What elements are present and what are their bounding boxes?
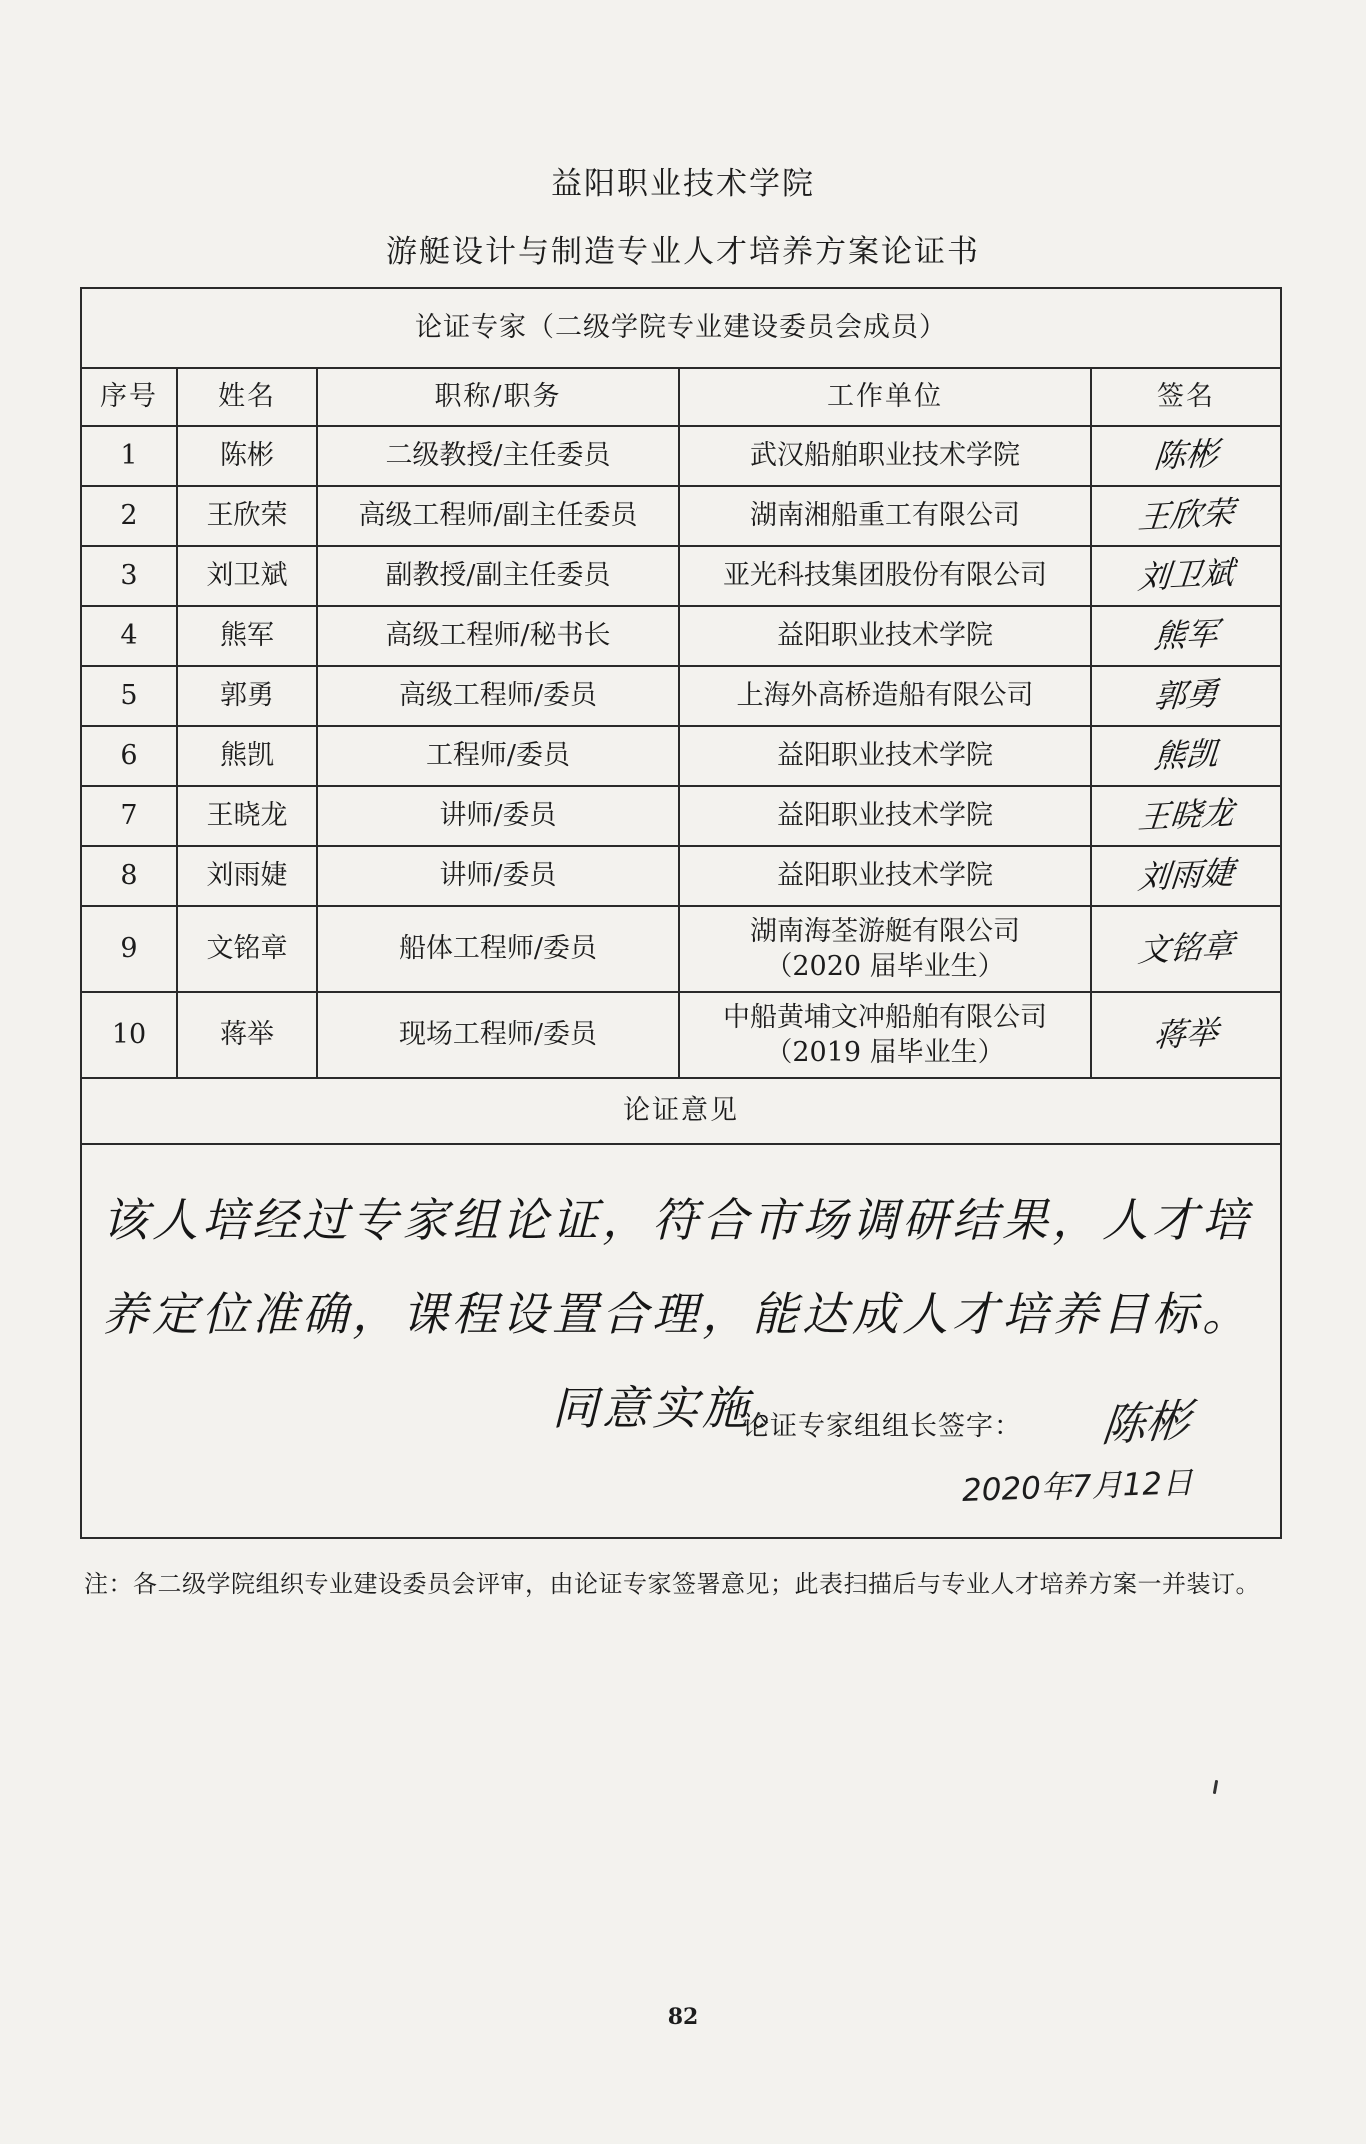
row-number: 2 <box>81 486 177 546</box>
experts-section-header <box>81 288 1281 368</box>
handwritten-opinion: 该人培经过专家组论证，符合市场调研结果，人才培养定位准确，课程设置合理，能达成人才培养目标。同意实施。 <box>102 1193 1252 1435</box>
row-name: 刘卫斌 <box>177 546 317 606</box>
opinion-cell <box>81 1144 1281 1538</box>
row-name: 刘雨婕 <box>177 846 317 906</box>
row-unit <box>679 606 1091 666</box>
column-header-row <box>81 368 1281 426</box>
row-name: 王晓龙 <box>177 786 317 846</box>
unit-line: 亚光科技集团股份有限公司 <box>723 560 1047 592</box>
table-row <box>81 726 1281 786</box>
handwritten-signature: 熊凯 <box>1152 734 1220 776</box>
unit-graduate-note: （2020 届毕业生） <box>765 951 1005 982</box>
table-row <box>81 786 1281 846</box>
table-row <box>81 992 1281 1078</box>
row-number: 7 <box>81 786 177 846</box>
unit-line: 益阳职业技术学院 <box>777 800 993 832</box>
column-header-title: 职称/职务 <box>317 368 679 426</box>
row-unit <box>679 906 1091 992</box>
row-number: 3 <box>81 546 177 606</box>
row-signature <box>1091 906 1281 992</box>
handwritten-date: 2020年7月12日 <box>961 1464 1194 1510</box>
unit-line: 益阳职业技术学院 <box>777 740 993 772</box>
table-row <box>81 486 1281 546</box>
row-signature <box>1091 666 1281 726</box>
row-name: 熊军 <box>177 606 317 666</box>
row-title: 高级工程师/副主任委员 <box>317 486 679 546</box>
row-number: 6 <box>81 726 177 786</box>
row-title: 工程师/委员 <box>317 726 679 786</box>
column-header-signature: 签名 <box>1091 368 1281 426</box>
row-unit <box>679 426 1091 486</box>
row-name: 文铭章 <box>177 906 317 992</box>
row-unit <box>679 726 1091 786</box>
page-number: 82 <box>667 2004 699 2030</box>
row-name: 王欣荣 <box>177 486 317 546</box>
handwritten-signature: 王晓龙 <box>1136 793 1236 837</box>
row-title: 高级工程师/委员 <box>317 666 679 726</box>
row-title: 船体工程师/委员 <box>317 906 679 992</box>
footnote: 注：各二级学院组织专业建设委员会评审，由论证专家签署意见；此表扫描后与专业人才培养方案一并装订。 <box>84 1570 1260 1598</box>
table-row <box>81 426 1281 486</box>
opinion-section-title: 论证意见 <box>81 1078 1281 1144</box>
unit-line: 湖南海荃游艇有限公司 <box>750 915 1020 947</box>
column-header-name: 姓名 <box>177 368 317 426</box>
table-row <box>81 546 1281 606</box>
row-number: 9 <box>81 906 177 992</box>
opinion-section-body <box>81 1144 1281 1538</box>
leader-signature-label: 论证专家组组长签字： <box>742 1411 1022 1442</box>
handwritten-signature: 熊军 <box>1152 614 1220 656</box>
row-unit <box>679 992 1091 1078</box>
row-signature <box>1091 786 1281 846</box>
row-title: 二级教授/主任委员 <box>317 426 679 486</box>
handwritten-signature: 蒋举 <box>1152 1013 1220 1055</box>
handwritten-signature: 刘卫斌 <box>1136 553 1236 597</box>
column-header-unit: 工作单位 <box>679 368 1091 426</box>
handwritten-signature: 陈彬 <box>1152 434 1220 476</box>
experts-section-title: 论证专家（二级学院专业建设委员会成员） <box>81 288 1281 368</box>
row-number: 8 <box>81 846 177 906</box>
row-unit <box>679 486 1091 546</box>
row-number: 10 <box>81 992 177 1078</box>
handwritten-signature: 郭勇 <box>1152 674 1220 716</box>
row-unit <box>679 846 1091 906</box>
row-signature <box>1091 846 1281 906</box>
table-row <box>81 846 1281 906</box>
handwritten-signature: 文铭章 <box>1136 926 1236 970</box>
row-signature <box>1091 486 1281 546</box>
row-signature <box>1091 726 1281 786</box>
row-title: 副教授/副主任委员 <box>317 546 679 606</box>
unit-line: 益阳职业技术学院 <box>777 620 993 652</box>
row-title: 高级工程师/秘书长 <box>317 606 679 666</box>
row-title: 讲师/委员 <box>317 846 679 906</box>
table-row <box>81 906 1281 992</box>
unit-line: 益阳职业技术学院 <box>777 860 993 892</box>
row-unit <box>679 666 1091 726</box>
unit-line: 上海外高桥造船有限公司 <box>736 680 1034 712</box>
row-name: 熊凯 <box>177 726 317 786</box>
handwritten-signature: 王欣荣 <box>1136 493 1236 537</box>
row-name: 郭勇 <box>177 666 317 726</box>
leader-handwritten-signature: 陈彬 <box>1099 1394 1193 1453</box>
table-row <box>81 666 1281 726</box>
row-unit <box>679 546 1091 606</box>
row-signature <box>1091 426 1281 486</box>
table-row <box>81 606 1281 666</box>
row-title: 讲师/委员 <box>317 786 679 846</box>
row-title: 现场工程师/委员 <box>317 992 679 1078</box>
column-header-number: 序号 <box>81 368 177 426</box>
handwritten-signature: 刘雨婕 <box>1136 853 1236 897</box>
row-unit <box>679 786 1091 846</box>
institution-title: 益阳职业技术学院 <box>551 166 815 202</box>
unit-line: 中船黄埔文冲船舶有限公司 <box>723 1001 1047 1033</box>
row-name: 陈彬 <box>177 426 317 486</box>
review-form-table <box>80 287 1282 1539</box>
document-title: 游艇设计与制造专业人才培养方案论证书 <box>386 234 980 270</box>
scan-speck <box>1213 1780 1218 1794</box>
unit-line: 武汉船舶职业技术学院 <box>750 440 1020 472</box>
unit-graduate-note: （2019 届毕业生） <box>765 1037 1005 1068</box>
row-number: 1 <box>81 426 177 486</box>
row-number: 4 <box>81 606 177 666</box>
opinion-content <box>82 1145 1280 1537</box>
row-name: 蒋举 <box>177 992 317 1078</box>
opinion-section-header <box>81 1078 1281 1144</box>
unit-line: 湖南湘船重工有限公司 <box>750 500 1020 532</box>
row-signature <box>1091 992 1281 1078</box>
row-signature <box>1091 546 1281 606</box>
row-signature <box>1091 606 1281 666</box>
row-number: 5 <box>81 666 177 726</box>
